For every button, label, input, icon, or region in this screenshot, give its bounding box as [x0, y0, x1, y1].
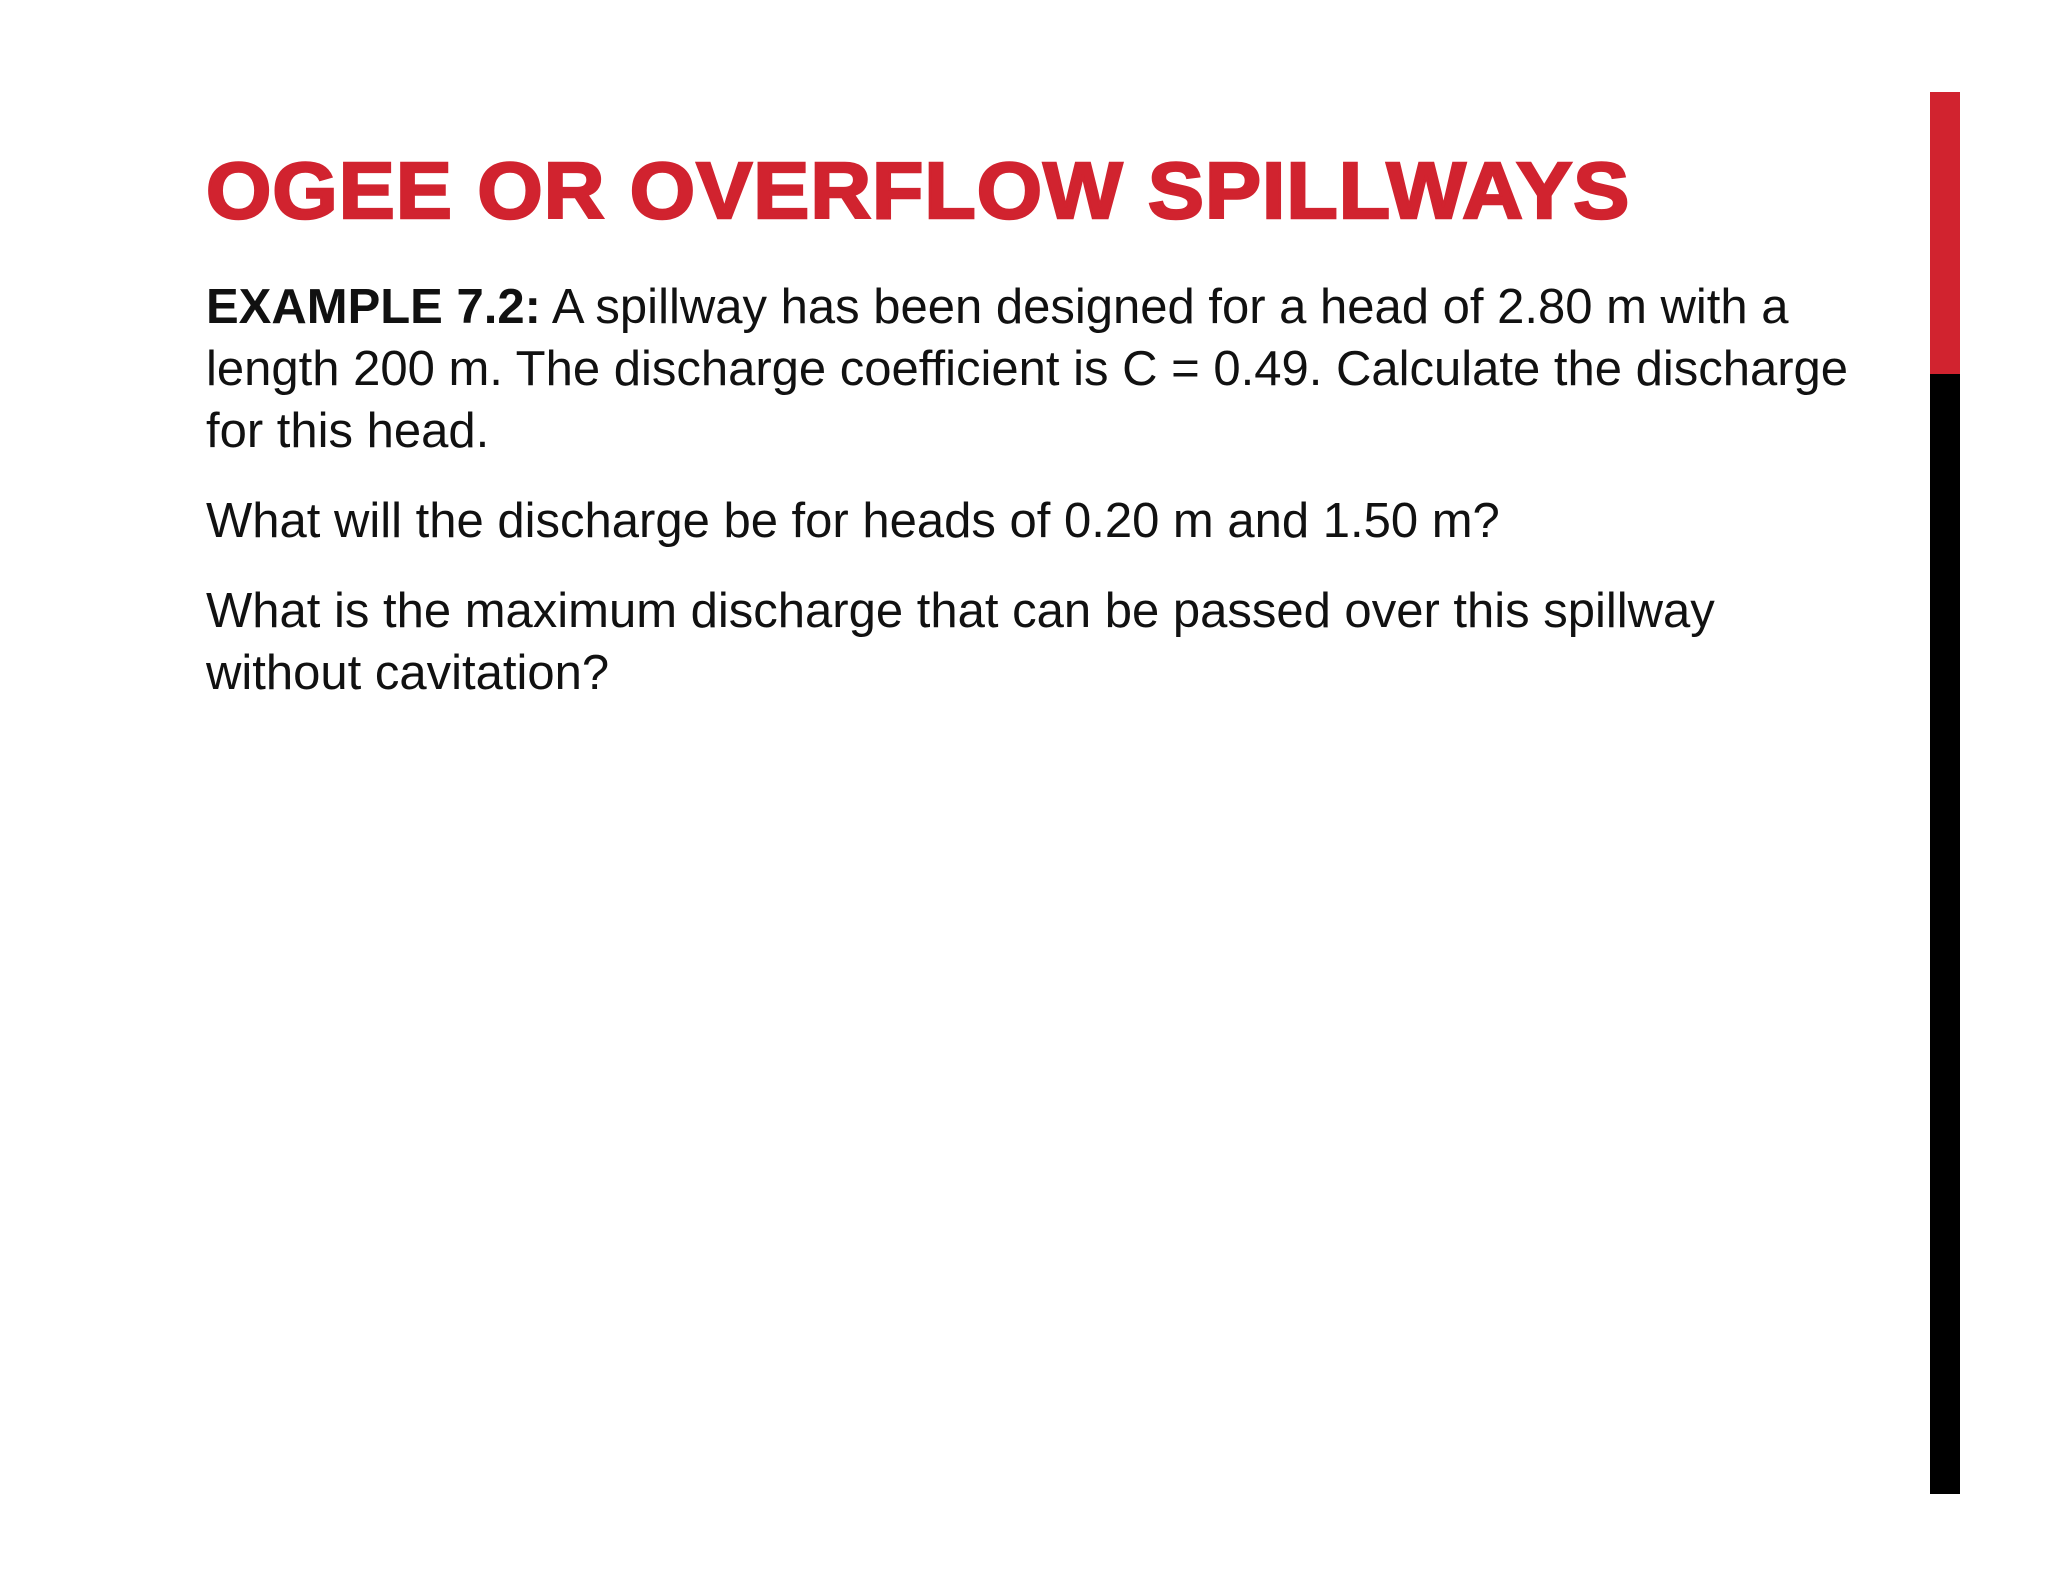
accent-bar-black — [1930, 374, 1960, 1494]
slide-title: OGEE OR OVERFLOW SPILLWAYS — [206, 146, 1631, 235]
accent-bar-red — [1930, 92, 1960, 374]
question-1: What will the discharge be for heads of 0.20 m and 1.50 m? — [206, 494, 1500, 548]
slide-body — [206, 276, 1866, 732]
example-label: EXAMPLE 7.2: — [206, 280, 541, 334]
example-paragraph — [206, 276, 1866, 462]
example-text: A spillway has been designed for a head of 2.80 m with a length 200 m. The discharge coefficient is C = 0.49. Calculate the discharge for this head. — [206, 280, 1849, 458]
question-2: What is the maximum discharge that can be passed over this spillway without cavitation? — [206, 584, 1715, 700]
